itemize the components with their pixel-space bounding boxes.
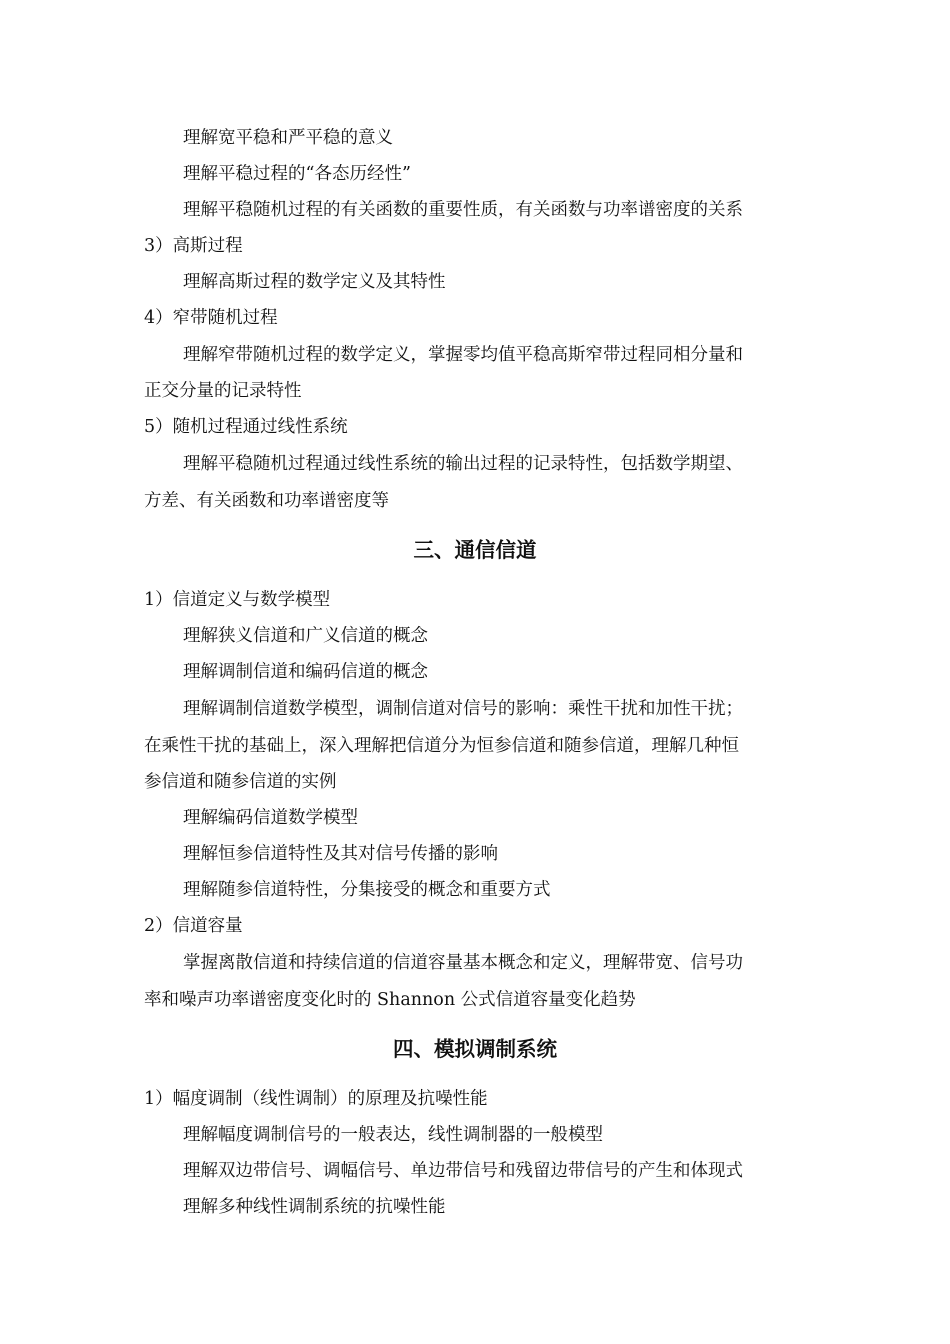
subsection-heading: 5）随机过程通过线性系统 (144, 417, 348, 437)
section-heading: 四、模拟调制系统 (393, 1037, 557, 1061)
text-line: 方差、有关函数和功率谱密度等 (144, 491, 389, 511)
subsection-heading: 1）信道定义与数学模型 (144, 590, 331, 610)
text-line: 理解高斯过程的数学定义及其特性 (183, 272, 446, 292)
text-line: 理解多种线性调制系统的抗噪性能 (183, 1197, 446, 1217)
text-line: 理解调制信道数学模型，调制信道对信号的影响：乘性干扰和加性干扰； (183, 699, 743, 719)
subsection-heading: 2）信道容量 (144, 916, 243, 936)
text-line: 掌握离散信道和持续信道的信道容量基本概念和定义，理解带宽、信号功 (183, 953, 743, 973)
text-line: 率和噪声功率谱密度变化时的 Shannon 公式信道容量变化趋势 (144, 990, 636, 1010)
subsection-heading: 1）幅度调制（线性调制）的原理及抗噪性能 (144, 1089, 488, 1109)
text-line: 理解平稳随机过程的有关函数的重要性质，有关函数与功率谱密度的关系 (183, 200, 743, 220)
text-line: 理解随参信道特性，分集接受的概念和重要方式 (183, 880, 551, 900)
text-line: 理解宽平稳和严平稳的意义 (183, 128, 393, 148)
text-line: 理解窄带随机过程的数学定义，掌握零均值平稳高斯窄带过程同相分量和 (183, 345, 743, 365)
text-line: 理解平稳过程的“各态历经性” (183, 164, 411, 184)
subsection-heading: 3）高斯过程 (144, 236, 243, 256)
text-line: 理解平稳随机过程通过线性系统的输出过程的记录特性，包括数学期望、 (183, 454, 743, 474)
text-line: 理解调制信道和编码信道的概念 (183, 662, 428, 682)
text-line: 在乘性干扰的基础上，深入理解把信道分为恒参信道和随参信道，理解几种恒 (144, 736, 739, 756)
subsection-heading: 4）窄带随机过程 (144, 308, 278, 328)
text-line: 参信道和随参信道的实例 (144, 772, 337, 792)
text-line: 理解编码信道数学模型 (183, 808, 358, 828)
text-line: 理解恒参信道特性及其对信号传播的影响 (183, 844, 498, 864)
text-line: 理解双边带信号、调幅信号、单边带信号和残留边带信号的产生和体现式 (183, 1161, 743, 1181)
text-line: 理解幅度调制信号的一般表达，线性调制器的一般模型 (183, 1125, 603, 1145)
text-line: 正交分量的记录特性 (144, 381, 302, 401)
text-line: 理解狭义信道和广义信道的概念 (183, 626, 428, 646)
section-heading: 三、通信信道 (413, 538, 537, 562)
